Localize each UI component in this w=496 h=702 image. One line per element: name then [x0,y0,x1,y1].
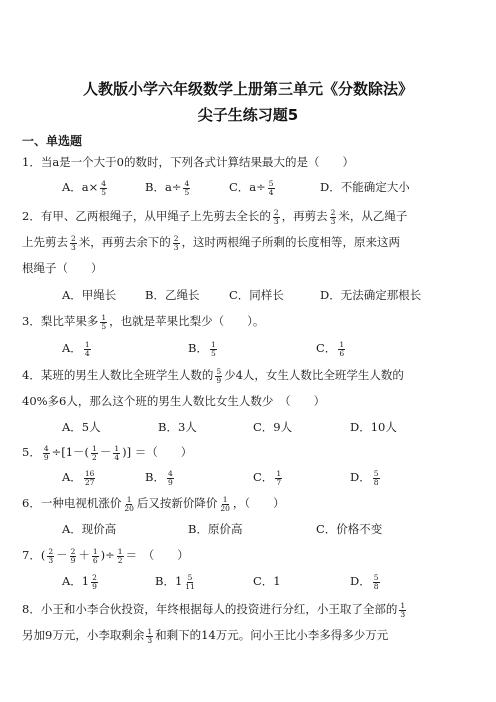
option-d[interactable]: D． $\frac{5}{8}$ [350,572,379,591]
fraction: $\frac{1}{3}$ [400,600,406,619]
fraction: $\frac{1}{3}$ [147,626,153,645]
fraction: $\frac{5}{4}$ [268,178,274,197]
option-c[interactable]: C． $\frac{1}{6}$ [316,339,345,358]
question-2-line-1: 2．有甲、乙两根绳子，从甲绳子上先剪去全长的 $\frac{2}{3}$ ，再剪去 $\frac{2}{3}$ 米，从乙绳子 [22,207,408,226]
fraction: $\frac{16}{27}$ [84,468,95,487]
option-b[interactable]: B． $\frac{4}{9}$ [145,468,173,487]
fraction: $\frac{1}{4}$ [84,339,90,358]
option-c[interactable]: C．1 [253,574,281,588]
option-d[interactable]: D．10人 [350,420,397,434]
fraction: $\frac{2}{3}$ [71,233,76,252]
fraction: $\frac{2}{9}$ [92,572,97,591]
fraction: $\frac{2}{3}$ [173,233,179,252]
question-4-line-2: 40%多6人，那么这个班的男生人数比女生人数少 （ ） [22,394,326,408]
option-c[interactable]: C． $\frac{1}{7}$ [253,468,282,487]
fraction: $\frac{1}{4}$ [114,443,120,462]
option-a[interactable]: A．5人 [62,420,101,434]
question-1-options [0,178,496,202]
fraction: $\frac{5}{8}$ [373,468,379,487]
question-2-line-3: 根绳子（ ） [22,261,103,275]
question-5-options [0,468,496,492]
fraction: $\frac{2}{3}$ [48,546,54,565]
fraction: $\frac{4}{9}$ [43,443,49,462]
option-b[interactable]: B．乙绳长 [145,288,200,302]
fraction: $\frac{4}{5}$ [101,178,107,197]
fraction: $\frac{1}{5}$ [210,339,216,358]
question-8-line-2: 另加9万元，小李取剩余 $\frac{1}{3}$ 和剩下的14万元。问小王比小李多得多少万元 [22,626,389,645]
option-a[interactable]: A． $\frac{16}{27}$ [62,468,95,487]
fraction: $\frac{2}{3}$ [273,207,279,226]
option-a[interactable]: A．现价高 [62,522,117,536]
fraction: $\frac{5}{11}$ [185,572,195,591]
question-6: 6．一种电视机涨价 $\frac{1}{20}$ 后又按新价降价 $\frac{1}{20}$ ，（ ） [22,494,285,513]
option-c[interactable]: C．9人 [253,420,293,434]
fraction: $\frac{1}{20}$ [124,494,134,513]
option-d[interactable]: D．无法确定那根长 [320,288,422,302]
option-a[interactable]: A． $\frac{1}{4}$ [62,339,90,358]
question-5: 5． $\frac{4}{9}$ ÷[1－( $\frac{1}{2}$ － $\frac{1}{4}$ )] ＝（ ） [22,443,193,462]
fraction: $\frac{1}{6}$ [92,546,98,565]
option-a[interactable]: A．甲绳长 [62,288,117,302]
fraction: $\frac{4}{9}$ [167,468,173,487]
question-7: 7．( $\frac{2}{3}$ － $\frac{2}{9}$ ＋ $\frac{1}{6}$ )÷ $\frac{1}{2}$ ＝ （ ） [22,546,189,565]
question-2-line-2: 上先剪去 $\frac{2}{3}$ 米，再剪去余下的 $\frac{2}{3}$ ，这时两根绳子所剩的长度相等，原来这两 [22,233,401,252]
question-7-options [0,572,496,596]
question-8-line-1: 8．小王和小李合伙投资，年终根据每人的投资进行分红，小王取了全部的 $\frac{1}{3}$ [22,600,406,619]
fraction: $\frac{1}{7}$ [276,468,282,487]
fraction: $\frac{1}{5}$ [101,312,107,331]
fraction: $\frac{1}{6}$ [339,339,345,358]
question-6-options [0,520,496,544]
document-subtitle: 尖子生练习题5 [197,106,299,124]
fraction: $\frac{1}{2}$ [92,443,97,462]
section-heading: 一、单选题 [22,134,83,148]
fraction: $\frac{5}{9}$ [216,366,222,385]
question-4-line-1: 4．某班的男生人数比全班学生人数的 $\frac{5}{9}$ 少4人，女生人数比全班学生人数的 [22,366,404,385]
fraction: $\frac{1}{20}$ [220,494,230,513]
option-b[interactable]: B．3人 [158,420,197,434]
fraction: $\frac{5}{8}$ [373,572,379,591]
option-d[interactable]: D． $\frac{5}{8}$ [350,468,379,487]
question-3-options [0,339,496,363]
option-b[interactable]: B．原价高 [188,522,243,536]
option-c[interactable]: C．a÷ $\frac{5}{4}$ [229,178,274,197]
option-d[interactable]: D．不能确定大小 [320,180,410,194]
question-4-options [0,418,496,442]
question-2-options [0,286,496,310]
fraction: $\frac{1}{2}$ [117,546,123,565]
question-3: 3．梨比苹果多 $\frac{1}{5}$ ，也就是苹果比梨少（ ）。 [22,312,265,331]
fraction: $\frac{2}{9}$ [70,546,76,565]
option-a[interactable]: A．a× $\frac{4}{5}$ [62,178,107,197]
document-title: 人教版小学六年级数学上册第三单元《分数除法》 [82,80,413,98]
option-b[interactable]: B．1 $\frac{5}{11}$ [155,572,195,591]
question-1: 1．当a是一个大于0的数时，下列各式计算结果最大的是（ ） [22,155,354,169]
option-b[interactable]: B． $\frac{1}{5}$ [188,339,216,358]
option-c[interactable]: C．价格不变 [316,522,383,536]
option-b[interactable]: B．a÷ $\frac{4}{5}$ [145,178,190,197]
fraction: $\frac{4}{5}$ [184,178,190,197]
fraction: $\frac{2}{3}$ [330,207,336,226]
option-c[interactable]: C．同样长 [229,288,284,302]
option-a[interactable]: A．1 $\frac{2}{9}$ [62,572,97,591]
